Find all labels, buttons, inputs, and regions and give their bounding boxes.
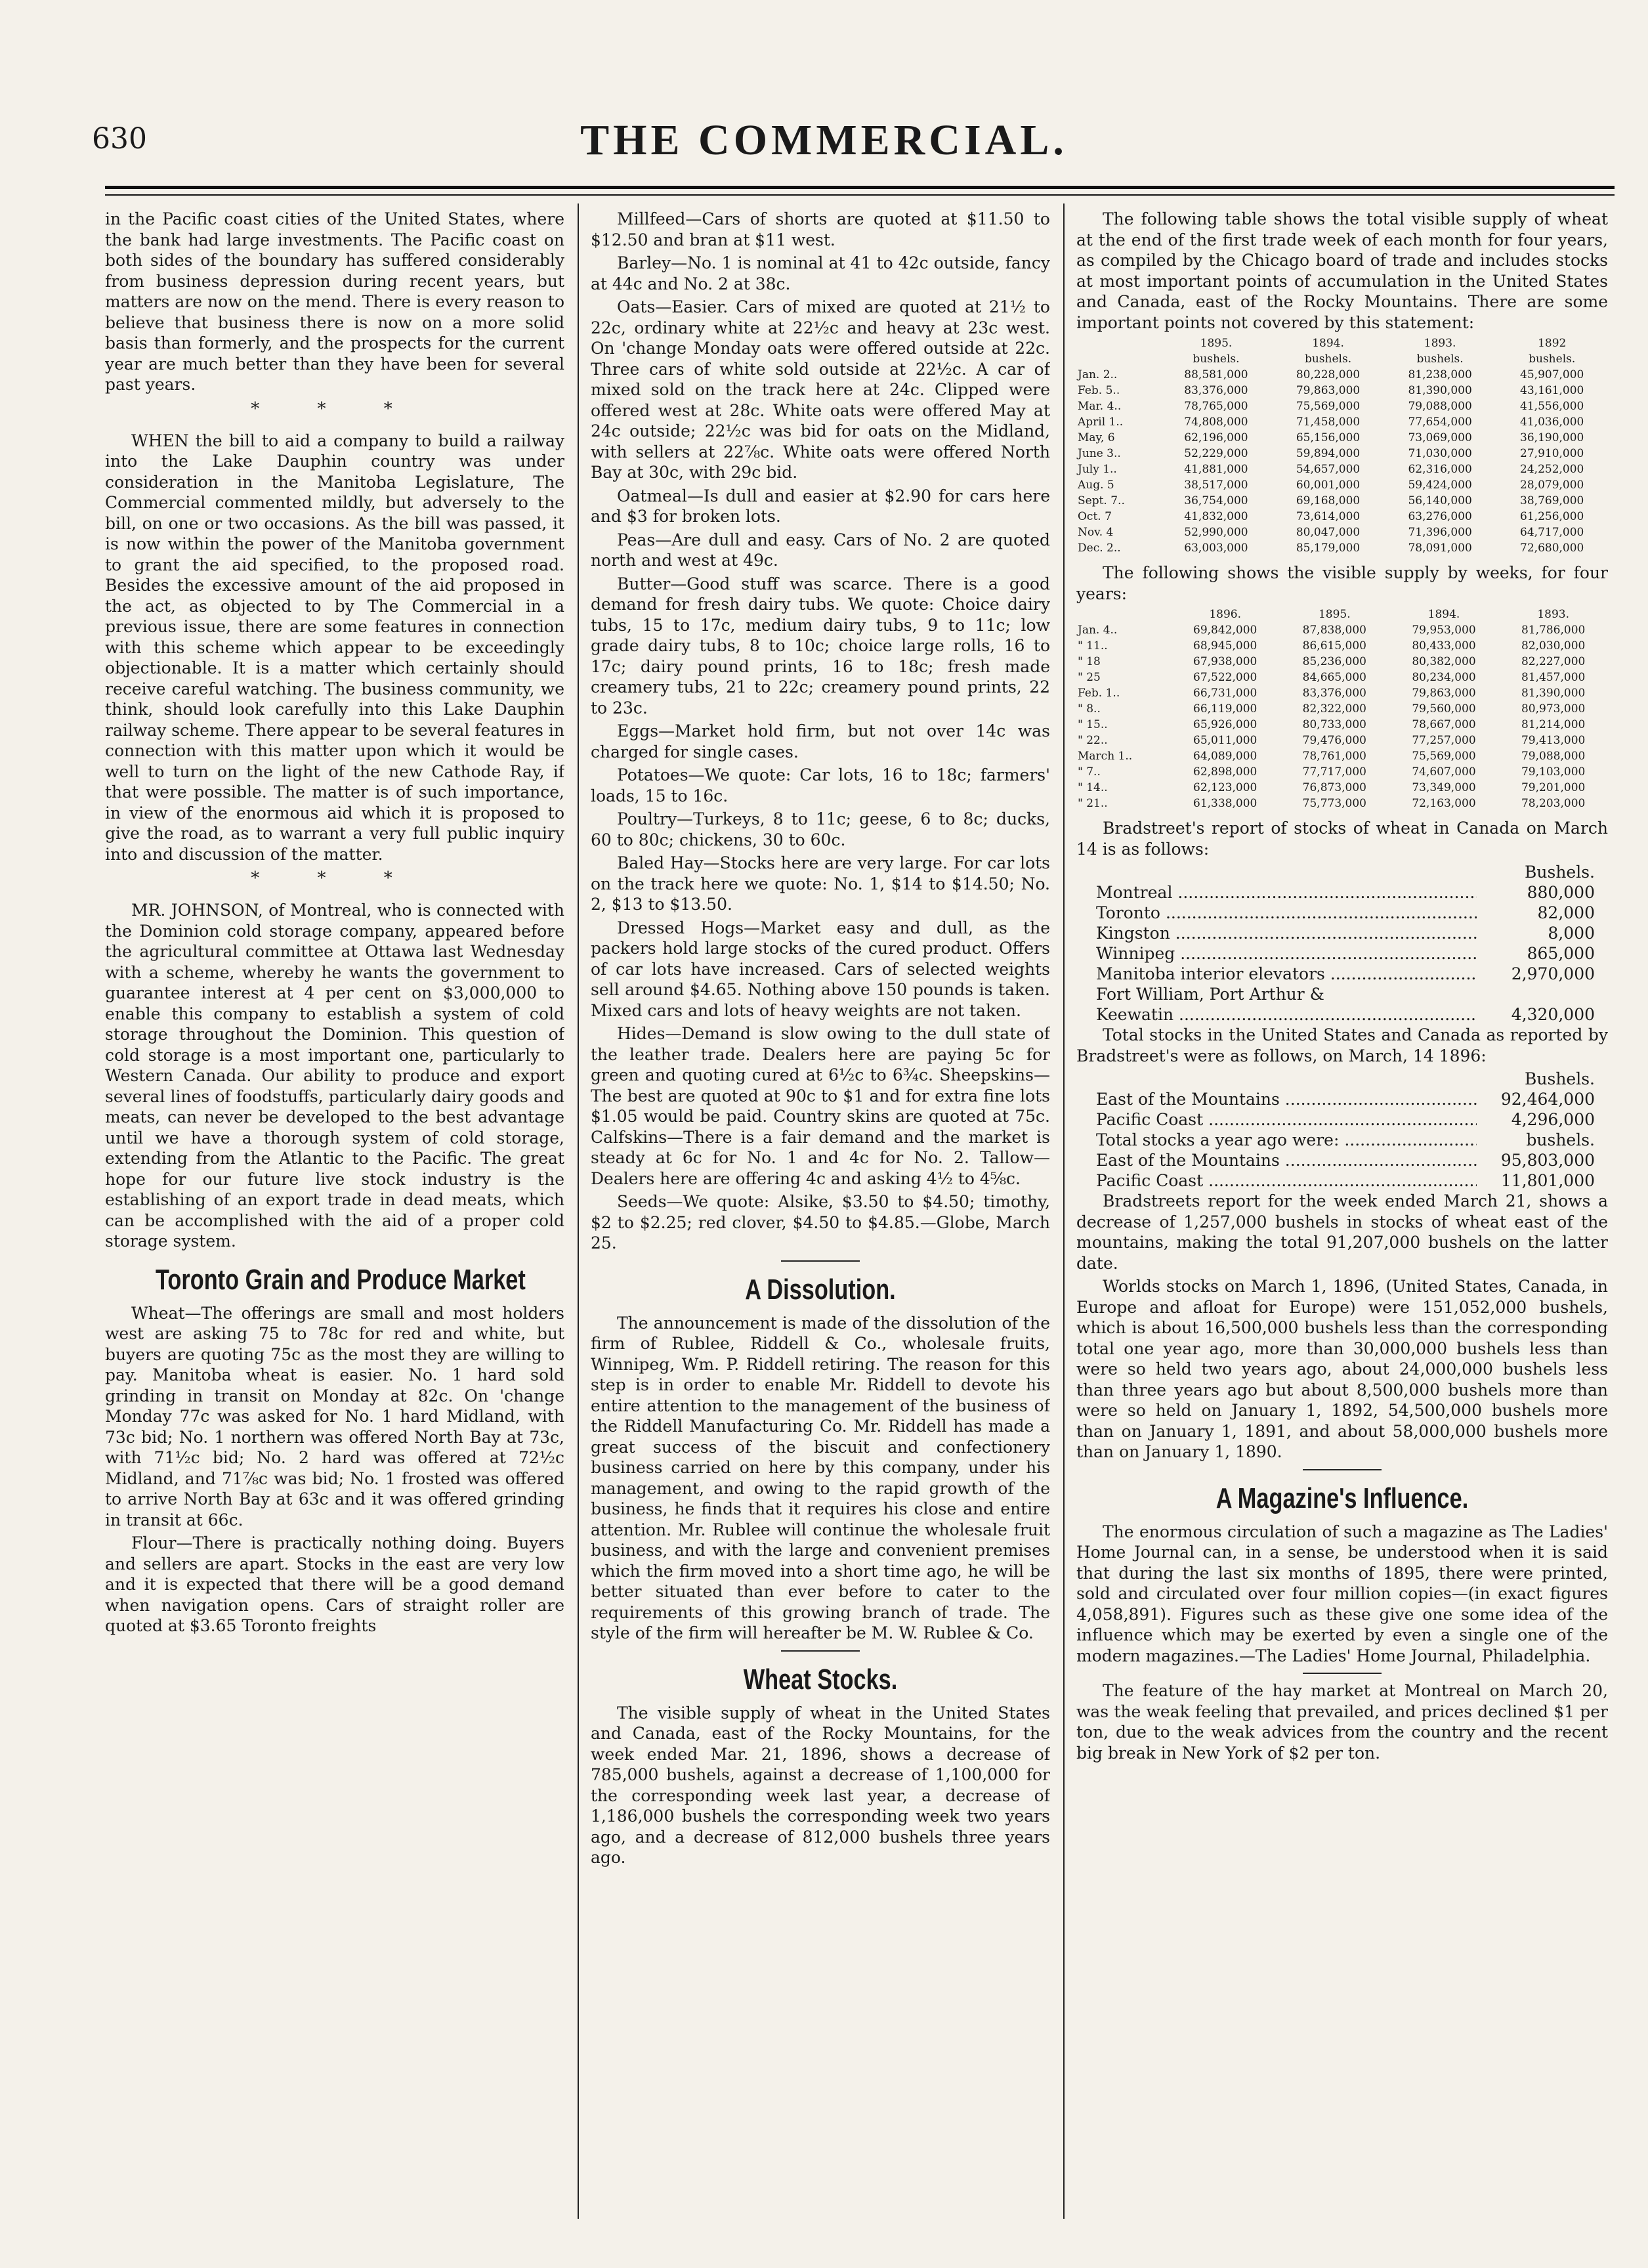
bushels-cell: 62,316,000 — [1408, 463, 1472, 476]
article-paragraph: Bradstreets report for the week ended March 21, shows a decrease of 1,257,000 bushels in stocks of wheat east of the mountains, making the total 91,207,000 bushels on the latter date. — [1076, 1191, 1608, 1273]
bushels-cell: 63,003,000 — [1184, 542, 1248, 555]
bushels-cell: 24,252,000 — [1520, 463, 1584, 476]
column-3 — [1076, 209, 1608, 2231]
list-item-value: 92,464,000 — [1500, 1090, 1595, 1109]
list-item-label: East of the Mountains ..... — [1096, 1089, 1477, 1109]
bushels-cell: 75,569,000 — [1296, 400, 1361, 413]
table-row — [1076, 748, 1608, 764]
bushels-cell: 38,769,000 — [1520, 494, 1584, 507]
bushels-cell: 36,190,000 — [1520, 431, 1584, 444]
article-paragraph: Poultry—Turkeys, 8 to 11c; geese, 6 to 8c; ducks, 60 to 80c; chickens, 30 to 60c. — [591, 809, 1050, 849]
year-header: 1893. — [1424, 337, 1456, 350]
row-date-cell: May, 6 — [1078, 431, 1115, 444]
list-item-value: 95,803,000 — [1500, 1151, 1595, 1170]
table-row — [1076, 509, 1608, 524]
list-item-label: Fort William, Port Arthur & — [1096, 985, 1324, 1004]
table-row — [1076, 383, 1608, 398]
row-date-cell: " 14.. — [1078, 781, 1108, 794]
table-row — [1076, 622, 1608, 638]
table-row — [1076, 638, 1608, 654]
list-item — [1096, 1150, 1595, 1170]
row-date-cell: April 1.. — [1078, 416, 1124, 429]
bushels-cell: 41,881,000 — [1184, 463, 1248, 476]
list-item-value: bushels. — [1526, 1130, 1595, 1149]
row-date-cell: " 21.. — [1078, 797, 1108, 810]
table-row — [1076, 524, 1608, 540]
table-row — [1076, 446, 1608, 461]
bushels-cell: 87,838,000 — [1302, 624, 1366, 637]
bushels-cell: 80,228,000 — [1296, 368, 1361, 381]
row-date-cell: Dec. 2.. — [1078, 542, 1121, 555]
year-header: 1893. — [1537, 608, 1569, 621]
bushels-cell: 65,926,000 — [1193, 718, 1257, 731]
list-item — [1096, 964, 1595, 984]
article-paragraph: Potatoes—We quote: Car lots, 16 to 18c; farmers' loads, 15 to 16c. — [591, 765, 1050, 805]
bushels-cell: 38,517,000 — [1184, 479, 1248, 492]
bushels-cell: 78,667,000 — [1412, 718, 1476, 731]
article-paragraph: Baled Hay—Stocks here are very large. For car lots on the track here we quote: No. 1, $14 to $14.50; No. 2, $13 to $13.50. — [591, 853, 1050, 914]
article-paragraph: The feature of the hay market at Montreal on March 20, was the weak feeling that prevailed, and prices declined $1 per ton, due to the weak advices from the country and the recent big break in New York of $2 per ton. — [1076, 1681, 1608, 1763]
article-paragraph: Millfeed—Cars of shorts are quoted at $11.50 to $12.50 and bran at $11 west. — [591, 209, 1050, 249]
bushels-cell: 41,036,000 — [1520, 416, 1584, 429]
bushels-cell: 59,894,000 — [1296, 447, 1361, 460]
article-paragraph: Oats—Easier. Cars of mixed are quoted at 21½ to 22c, ordinary white at 22½c and heavy at 23c west. On 'change Monday oats were offered outside at 22c. Three cars of white sold outside at 22½c. A car of mixed sold on the track here at 24c. Clipped were offered west at 28c. White oats were offered May at 24c outside; 22½c was bid for oats on the Midland, with sellers at 22⅞c. White oats were offered North Bay at 30c, with 29c bid. — [591, 297, 1050, 482]
monthly-wheat-supply-table — [1076, 335, 1608, 556]
bushels-cell: 80,234,000 — [1412, 671, 1476, 684]
article-paragraph: Total stocks in the United States and Canada as reported by Bradstreet's were as follows, on March, 14 1896: — [1076, 1025, 1608, 1065]
article-paragraph: Dressed Hogs—Market easy and dull, as the packers hold large stocks of the cured product. Offers of car lots have increased. Cars of selected weights sell around $4.65. Nothing above 150 pounds is taken. Mixed cars and lots of heavy weights are not taken. — [591, 918, 1050, 1020]
row-date-cell: Jan. 4.. — [1078, 624, 1118, 637]
list-item — [1096, 882, 1595, 903]
list-item-value: 2,970,000 — [1511, 964, 1595, 983]
bushels-cell: 62,123,000 — [1193, 781, 1257, 794]
table-row — [1076, 717, 1608, 733]
bushels-cell: 79,103,000 — [1521, 765, 1586, 779]
table-row — [1076, 654, 1608, 670]
column-divider — [1063, 203, 1065, 2219]
article-paragraph: The following shows the visible supply by weeks, for four years: — [1076, 563, 1608, 603]
bushels-cell: 72,680,000 — [1520, 542, 1584, 555]
list-item-label: Keewatin ..... — [1096, 1004, 1477, 1025]
bushels-cell: 80,433,000 — [1412, 639, 1476, 653]
bushels-cell: 74,607,000 — [1412, 765, 1476, 779]
article-paragraph: Oatmeal—Is dull and easier at $2.90 for cars here and $3 for broken lots. — [591, 486, 1050, 526]
bushels-cell: 80,382,000 — [1412, 655, 1476, 668]
bushels-cell: 76,873,000 — [1302, 781, 1366, 794]
list-item-value: 880,000 — [1527, 883, 1595, 902]
bushels-cell: 77,654,000 — [1408, 416, 1472, 429]
list-item-label: Pacific Coast ..... — [1096, 1170, 1477, 1191]
bushels-cell: 77,717,000 — [1302, 765, 1366, 779]
bushels-cell: 41,832,000 — [1184, 510, 1248, 523]
bushels-cell: 71,030,000 — [1408, 447, 1472, 460]
bushels-cell: 41,556,000 — [1520, 400, 1584, 413]
bushels-cell: 27,910,000 — [1520, 447, 1584, 460]
bushels-cell: 81,786,000 — [1521, 624, 1586, 637]
bushels-cell: 81,457,000 — [1521, 671, 1586, 684]
table-corner — [1076, 351, 1160, 367]
article-paragraph: Butter—Good stuff was scarce. There is a good demand for fresh dairy tubs. We quote: Choice dairy tubs, 15 to 17c, medium dairy tubs, 9 to 11c; low grade dairy tubs, 8 to 10c; choice large rolls, 16 to 17c; dairy pound prints, 16 to 18c; fresh made creamery tubs, 21 to 22c; creamery pound prints, 22 to 23c. — [591, 574, 1050, 717]
weekly-wheat-supply-table — [1076, 607, 1608, 811]
list-item — [1096, 1004, 1595, 1025]
unit-header: bushels. — [1193, 353, 1240, 366]
header-rule-thick — [105, 186, 1615, 189]
list-item-label: Kingston ..... — [1096, 923, 1477, 943]
article-paragraph: WHEN the bill to aid a company to build a railway into the Lake Dauphin country was under consideration in the Manitoba Legislature, The Commercial commented mildly, but adversely to the bill, on one or two occasions. As the bill was passed, it is now within the power of the Manitoba government to grant the aid specified, to the proposed road. Besides the excessive amount of the aid proposed in the act, as objected to by The Commercial in a previous issue, there are some features in connection with this scheme which appear to be exceedingly objectionable. It is a matter which certainly should receive careful watching. The business community, we think, should look carefully into this Lake Dauphin railway scheme. There appear to be several features in connection with this matter upon which it would be well to turn on the light of the new Cathode Ray, if that were possible. The matter is of such importance, in view of the enormous aid which it is proposed to give the road, as to warrant a very full public inquiry into and discussion of the matter. — [105, 431, 564, 864]
list-item — [1096, 1130, 1595, 1150]
list-item-label: Montreal ..... — [1096, 882, 1477, 903]
bushels-cell: 85,236,000 — [1302, 655, 1366, 668]
section-separator: * * * — [251, 868, 419, 888]
column-1 — [105, 209, 564, 2231]
headline-wheat-stocks: Wheat Stocks. — [743, 1663, 898, 1696]
bushels-cell: 75,569,000 — [1412, 750, 1476, 763]
table-row — [1076, 461, 1608, 477]
bushels-cell: 60,001,000 — [1296, 479, 1361, 492]
bushels-cell: 61,256,000 — [1520, 510, 1584, 523]
list-item — [1096, 923, 1595, 943]
row-date-cell: " 7.. — [1078, 765, 1101, 779]
bushels-cell: 71,458,000 — [1296, 416, 1361, 429]
bushels-cell: 61,338,000 — [1193, 797, 1257, 810]
bushels-cell: 81,238,000 — [1408, 368, 1472, 381]
article-paragraph: Flour—There is practically nothing doing. Buyers and sellers are apart. Stocks in the east are very low and it is expected that there will be a good demand when navigation opens. Cars of straight roller are quoted at $3.65 Toronto freights — [105, 1533, 564, 1635]
list-header: Bushels. — [1525, 1069, 1595, 1088]
list-item-label: Pacific Coast ..... — [1096, 1109, 1477, 1130]
row-date-cell: " 11.. — [1078, 639, 1108, 653]
bushels-cell: 69,842,000 — [1193, 624, 1257, 637]
row-date-cell: June 3.. — [1078, 447, 1121, 460]
bushels-cell: 78,765,000 — [1184, 400, 1248, 413]
bushels-cell: 75,773,000 — [1302, 797, 1366, 810]
bushels-cell: 79,863,000 — [1412, 687, 1476, 700]
bushels-cell: 54,657,000 — [1296, 463, 1361, 476]
list-item — [1096, 903, 1595, 923]
bushels-cell: 45,907,000 — [1520, 368, 1584, 381]
bushels-cell: 81,390,000 — [1408, 384, 1472, 397]
bushels-cell: 83,376,000 — [1302, 687, 1366, 700]
list-item-label: Winnipeg ..... — [1096, 943, 1477, 964]
bushels-cell: 80,733,000 — [1302, 718, 1366, 731]
article-paragraph: in the Pacific coast cities of the United States, where the bank had large investments. The Pacific coast on both sides of the boundary has suffered considerably from business depression during recent years, but matters are now on the mend. There is every reason to believe that business there is now on a more solid basis than formerly, and the prospects for the current year are much better than they have been for several past years. — [105, 209, 564, 394]
bushels-cell: 80,047,000 — [1296, 526, 1361, 539]
table-row — [1076, 701, 1608, 717]
year-header: 1896. — [1209, 608, 1241, 621]
article-paragraph: The visible supply of wheat in the United States and Canada, east of the Rocky Mountains, for the week ended Mar. 21, 1896, shows a decrease of 785,000 bushels, against a decrease of 1,100,000 for the corresponding week last year, a decrease of 1,186,000 bushels the corresponding week two years ago, and a decrease of 812,000 bushels three years ago. — [591, 1703, 1050, 1867]
unit-header: bushels. — [1304, 353, 1352, 366]
list-item — [1096, 1170, 1595, 1191]
ornament-rule — [781, 1260, 860, 1262]
headline-toronto-market: Toronto Grain and Produce Market — [156, 1263, 526, 1296]
bushels-cell: 73,614,000 — [1296, 510, 1361, 523]
bushels-cell: 82,227,000 — [1521, 655, 1586, 668]
bushels-cell: 69,168,000 — [1296, 494, 1361, 507]
article-paragraph: Peas—Are dull and easy. Cars of No. 2 are quoted north and west at 49c. — [591, 530, 1050, 570]
list-header: Bushels. — [1525, 863, 1595, 882]
row-date-cell: " 15.. — [1078, 718, 1108, 731]
header-rule-thin — [105, 194, 1615, 196]
table-row — [1076, 733, 1608, 748]
table-row — [1076, 685, 1608, 701]
row-date-cell: Oct. 7 — [1078, 510, 1112, 523]
unit-header: bushels. — [1529, 353, 1576, 366]
year-header: 1894. — [1427, 608, 1460, 621]
bushels-cell: 77,257,000 — [1412, 734, 1476, 747]
list-item-label: East of the Mountains ..... — [1096, 1150, 1477, 1170]
bushels-cell: 72,163,000 — [1412, 797, 1476, 810]
row-date-cell: " 8.. — [1078, 702, 1101, 716]
bushels-cell: 81,390,000 — [1521, 687, 1586, 700]
bushels-cell: 79,560,000 — [1412, 702, 1476, 716]
row-date-cell: Jan. 2.. — [1078, 368, 1118, 381]
bushels-cell: 74,808,000 — [1184, 416, 1248, 429]
row-date-cell: March 1.. — [1078, 750, 1133, 763]
bushels-cell: 79,201,000 — [1521, 781, 1586, 794]
article-paragraph: The announcement is made of the dissolution of the firm of Rublee, Riddell & Co., wholesale fruits, Winnipeg, Wm. P. Riddell retiring. The reason for this step is in order to enable Mr. Riddell to devote his entire attention to the management of the business of the Riddell Manufacturing Co. Mr. Riddell has made a great success of the biscuit and confectionery business carried on here by this company, under his management, and owing to the rapid growth of the business, he finds that it requires his close and entire attention. Mr. Rublee will continue the wholesale fruit business, and with the large and convenient premises which the firm moved into a short time ago, he will be better situated than ever before to cater to the requirements of this growing branch of trade. The style of the firm will hereafter be M. W. Rublee & Co. — [591, 1313, 1050, 1642]
list-item-value: 8,000 — [1548, 924, 1595, 943]
year-header: 1894. — [1312, 337, 1344, 350]
row-date-cell: Sept. 7.. — [1078, 494, 1125, 507]
list-item-label: Toronto ..... — [1096, 903, 1477, 923]
bushels-cell: 78,091,000 — [1408, 542, 1472, 555]
list-item — [1096, 943, 1595, 964]
bushels-cell: 64,089,000 — [1193, 750, 1257, 763]
bushels-cell: 73,069,000 — [1408, 431, 1472, 444]
bushels-cell: 67,522,000 — [1193, 671, 1257, 684]
bushels-cell: 62,898,000 — [1193, 765, 1257, 779]
article-paragraph: Barley—No. 1 is nominal at 41 to 42c outside, fancy at 44c and No. 2 at 38c. — [591, 253, 1050, 293]
ornament-rule — [781, 1650, 860, 1652]
list-item-value: 4,320,000 — [1511, 1005, 1595, 1024]
article-paragraph: The following table shows the total visible supply of wheat at the end of the first trade week of each month for four years, as compiled by the Chicago board of trade and includes stocks at most important points of accumulation in the United States and Canada, east of the Rocky Mountains. There are some important points not covered by this statement: — [1076, 209, 1608, 332]
list-item-label: Manitoba interior elevators ..... — [1096, 964, 1477, 984]
article-paragraph: Worlds stocks on March 1, 1896, (United States, Canada, in Europe and afloat for Europe) were 151,052,000 bushels, which is about 16,500,000 bushels less than the corresponding total one year ago, more than 30,000,000 bushels less than were so held two years ago, about 24,000,000 bushels less than three years ago but about 8,500,000 bushels more than were so held on January 1, 1892, 54,500,000 bushels more than on January 1, 1891, and about 58,000,000 bushels more than on January 1, 1890. — [1076, 1277, 1608, 1461]
article-paragraph: The enormous circulation of such a magazine as The Ladies' Home Journal can, in a sense, be understood when it is said that during the last six months of 1895, there were printed, sold and circulated over four million copies—(in exact figures 4,058,891). Figures such as these give one some idea of the influence which may be exerted by even a single one of the modern magazines.—The Ladies' Home Journal, Philadelphia. — [1076, 1522, 1608, 1665]
bushels-cell: 84,665,000 — [1302, 671, 1366, 684]
bushels-cell: 73,349,000 — [1412, 781, 1476, 794]
article-paragraph: MR. JOHNSON, of Montreal, who is connected with the Dominion cold storage company, appeared before the agricultural committee at Ottawa last Wednesday with a scheme, whereby he wants the government to guarantee interest at 4 per cent on $3,000,000 to enable this company to establish a system of cold storage throughout the Dominion. This question of cold storage is a most important one, particularly to Western Canada. Our ability to produce and export several lines of foodstuffs, particularly dairy goods and meats, can never be developed to the best advantage until we have a thorough system of cold storage, extending from the Atlantic to the Pacific. The great hope for our future live stock industry is the establishing of an export trade in dead meats, which can be accomplished with the aid of a proper cold storage system. — [105, 901, 564, 1251]
table-corner — [1076, 607, 1170, 622]
row-date-cell: July 1.. — [1078, 463, 1117, 476]
bushels-cell: 64,717,000 — [1520, 526, 1584, 539]
bushels-cell: 63,276,000 — [1408, 510, 1472, 523]
article-paragraph: Hides—Demand is slow owing to the dull state of the leather trade. Dealers here are paying 5c for green and quoting cured at 6½c to 6¾c. Sheepskins—The best are quoted at 90c to $1 and for extra fine lots $1.05 would be paid. Country skins are quoted at 75c. Calfskins—There is a fair demand and the market is steady at 6c for No. 1 and 4c for No. 2. Tallow—Dealers here are offering 4c and asking 4½ to 4⅝c. — [591, 1024, 1050, 1188]
list-item — [1096, 1109, 1595, 1130]
column-divider — [578, 203, 579, 2219]
table-row — [1076, 796, 1608, 811]
bushels-cell: 36,754,000 — [1184, 494, 1248, 507]
table-row — [1076, 430, 1608, 446]
masthead: THE COMMERCIAL. — [580, 116, 1068, 164]
row-date-cell: " 22.. — [1078, 734, 1108, 747]
bushels-cell: 79,413,000 — [1521, 734, 1586, 747]
table-row — [1076, 540, 1608, 556]
bushels-cell: 85,179,000 — [1296, 542, 1361, 555]
bushels-cell: 68,945,000 — [1193, 639, 1257, 653]
bushels-cell: 66,119,000 — [1193, 702, 1257, 716]
row-date-cell: Feb. 1.. — [1078, 687, 1120, 700]
article-paragraph: Seeds—We quote: Alsike, $3.50 to $4.50; timothy, $2 to $2.25; red clover, $4.50 to $4.85.—Globe, March 25. — [591, 1192, 1050, 1252]
row-date-cell: " 25 — [1078, 671, 1101, 684]
list-item-label: Total stocks a year ago were: ..... — [1096, 1130, 1477, 1150]
year-header: 1895. — [1318, 608, 1351, 621]
row-date-cell: Aug. 5 — [1078, 479, 1114, 492]
ornament-rule — [1303, 1673, 1382, 1674]
table-header-row — [1076, 335, 1608, 351]
table-row — [1076, 367, 1608, 383]
row-date-cell: Nov. 4 — [1078, 526, 1114, 539]
bushels-cell: 80,973,000 — [1521, 702, 1586, 716]
table-row — [1076, 477, 1608, 493]
bushels-cell: 82,322,000 — [1302, 702, 1366, 716]
headline-dissolution: A Dissolution. — [745, 1273, 896, 1306]
bushels-cell: 79,863,000 — [1296, 384, 1361, 397]
list-item-value: 4,296,000 — [1511, 1110, 1595, 1129]
bushels-cell: 62,196,000 — [1184, 431, 1248, 444]
row-date-cell: Feb. 5.. — [1078, 384, 1120, 397]
list-item-value: 865,000 — [1527, 944, 1595, 963]
bushels-cell: 67,938,000 — [1193, 655, 1257, 668]
unit-header: bushels. — [1416, 353, 1464, 366]
table-row — [1076, 493, 1608, 509]
canada-stocks-list — [1096, 862, 1595, 1025]
ornament-rule — [1303, 1469, 1382, 1470]
bushels-cell: 88,581,000 — [1184, 368, 1248, 381]
bushels-cell: 66,731,000 — [1193, 687, 1257, 700]
bushels-cell: 71,396,000 — [1408, 526, 1472, 539]
bushels-cell: 78,203,000 — [1521, 797, 1586, 810]
table-header-row — [1076, 607, 1608, 622]
table-row — [1076, 398, 1608, 414]
table-row — [1076, 414, 1608, 430]
article-paragraph: Wheat—The offerings are small and most holders west are asking 75 to 78c for red and white, but buyers are quoting 75c as the most they are willing to pay. Manitoba wheat is easier. No. 1 hard sold grinding in transit on Monday at 82c. On 'change Monday 77c was asked for No. 1 hard Midland, with 73c bid; No. 1 northern was offered North Bay at 73c, with 71½c bid; No. 2 hard was offered at 72½c Midland, and 71⅞c was bid; No. 1 frosted was offered to arrive North Bay at 63c and it was offered grinding in transit at 66c. — [105, 1303, 564, 1530]
table-row — [1076, 780, 1608, 796]
list-item-value: 11,801,000 — [1500, 1171, 1595, 1190]
article-paragraph: Bradstreet's report of stocks of wheat in Canada on March 14 is as follows: — [1076, 819, 1608, 859]
year-header: 1892 — [1538, 337, 1567, 350]
list-item-value: 82,000 — [1537, 903, 1595, 922]
list-item — [1096, 1089, 1595, 1109]
table-row — [1076, 764, 1608, 780]
bushels-cell: 52,990,000 — [1184, 526, 1248, 539]
section-separator: * * * — [251, 398, 419, 419]
bushels-cell: 52,229,000 — [1184, 447, 1248, 460]
headline-magazine-influence: A Magazine's Influence. — [1215, 1482, 1469, 1514]
table-corner — [1076, 335, 1160, 351]
table-row — [1076, 670, 1608, 685]
row-date-cell: Mar. 4.. — [1078, 400, 1122, 413]
page-number: 630 — [92, 122, 147, 156]
bushels-cell: 83,376,000 — [1184, 384, 1248, 397]
bushels-cell: 65,011,000 — [1193, 734, 1257, 747]
column-2 — [591, 209, 1050, 2231]
bushels-cell: 81,214,000 — [1521, 718, 1586, 731]
bushels-cell: 59,424,000 — [1408, 479, 1472, 492]
bushels-cell: 56,140,000 — [1408, 494, 1472, 507]
bushels-cell: 86,615,000 — [1302, 639, 1366, 653]
bushels-cell: 79,476,000 — [1302, 734, 1366, 747]
bushels-cell: 28,079,000 — [1520, 479, 1584, 492]
bushels-cell: 79,953,000 — [1412, 624, 1476, 637]
bushels-cell: 78,761,000 — [1302, 750, 1366, 763]
bushels-cell: 43,161,000 — [1520, 384, 1584, 397]
bushels-cell: 79,088,000 — [1408, 400, 1472, 413]
bushels-cell: 79,088,000 — [1521, 750, 1586, 763]
us-canada-stocks-list — [1096, 1069, 1595, 1191]
bushels-cell: 82,030,000 — [1521, 639, 1586, 653]
table-unit-row — [1076, 351, 1608, 367]
bushels-cell: 65,156,000 — [1296, 431, 1361, 444]
article-paragraph: Eggs—Market hold firm, but not over 14c was charged for single cases. — [591, 721, 1050, 761]
row-date-cell: " 18 — [1078, 655, 1101, 668]
year-header: 1895. — [1200, 337, 1233, 350]
